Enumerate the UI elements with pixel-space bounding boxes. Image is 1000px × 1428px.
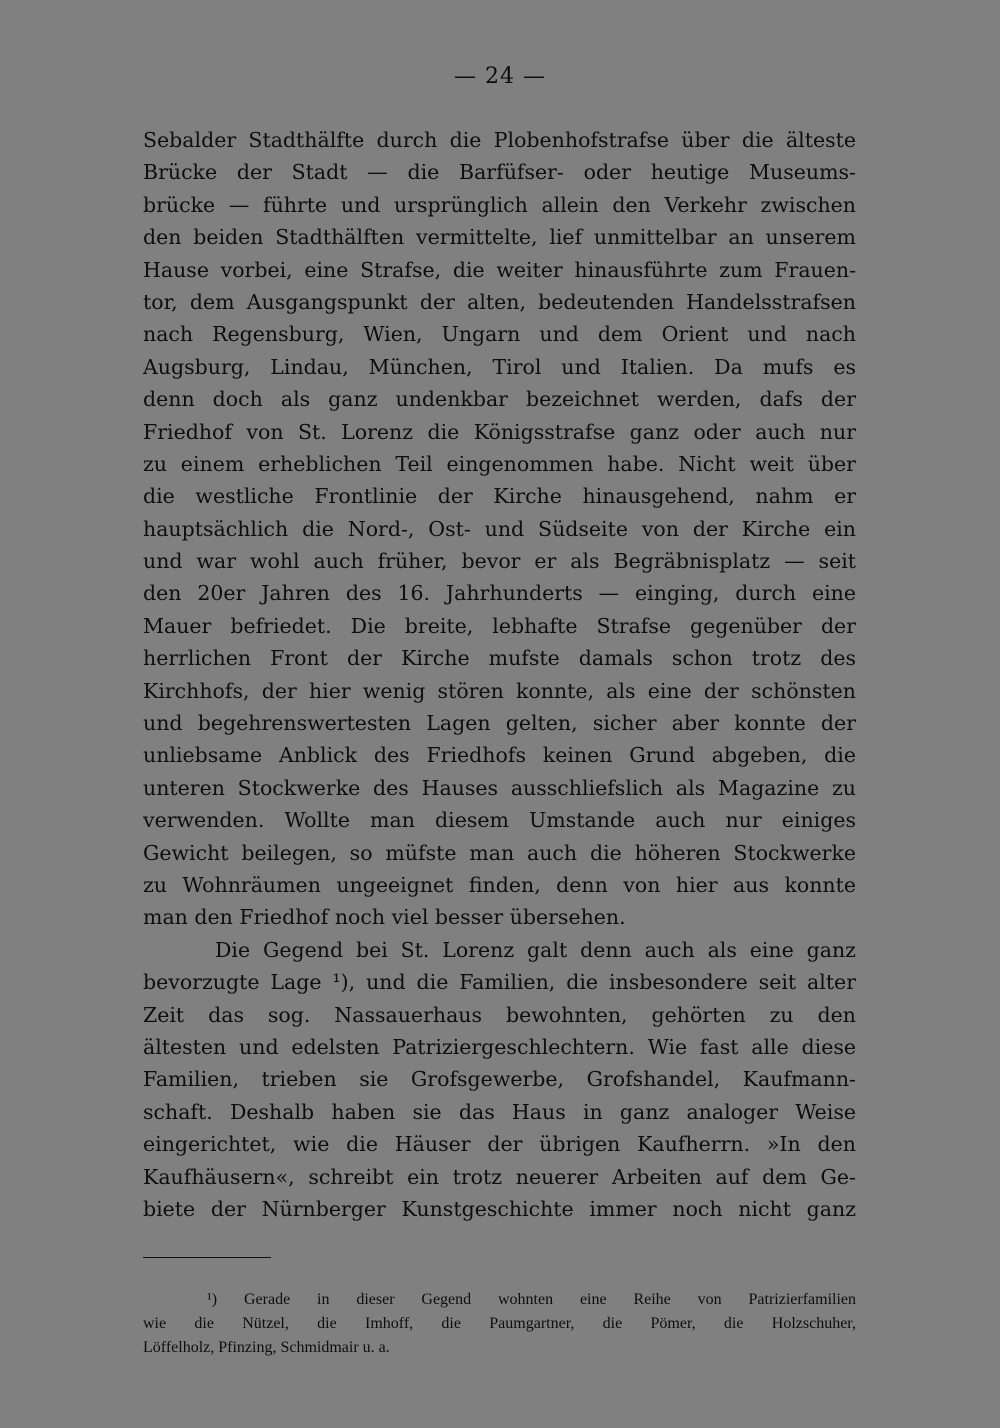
- text-line: Hause vorbei, eine Strafse, die weiter hinausführte zum Frauen-: [143, 257, 856, 282]
- footnote-divider: [143, 1257, 271, 1258]
- text-line: ältesten und edelsten Patriziergeschlechtern. Wie fast alle diese: [143, 1034, 856, 1059]
- text-line: Friedhof von St. Lorenz die Königsstrafse ganz oder auch nur: [143, 419, 856, 444]
- text-line: unliebsame Anblick des Friedhofs keinen Grund abgeben, die: [143, 743, 856, 768]
- text-line: Kaufhäusern«, schreibt ein trotz neuerer Arbeiten auf dem Ge-: [143, 1164, 856, 1189]
- footnote-line: ¹) Gerade in dieser Gegend wohnten eine Reihe von Patrizierfamilien: [207, 1291, 856, 1308]
- text-line: Brücke der Stadt — die Barfüfser- oder heutige Museums-: [143, 160, 856, 185]
- paragraph-end-line: man den Friedhof noch viel besser übersehen.: [143, 905, 626, 930]
- text-line: die westliche Frontlinie der Kirche hinausgehend, nahm er: [143, 484, 856, 509]
- text-line: bevorzugte Lage ¹), und die Familien, die insbesondere seit alter: [143, 970, 856, 995]
- text-line: brücke — führte und ursprünglich allein den Verkehr zwischen: [143, 192, 856, 217]
- text-line: Augsburg, Lindau, München, Tirol und Italien. Da mufs es: [143, 354, 856, 379]
- text-line: biete der Nürnberger Kunstgeschichte immer noch nicht ganz: [143, 1196, 856, 1221]
- body-text: [143, 124, 856, 1225]
- text-line: zu einem erheblichen Teil eingenommen habe. Nicht weit über: [143, 451, 856, 476]
- text-line: schaft. Deshalb haben sie das Haus in ganz analoger Weise: [143, 1099, 856, 1124]
- text-line: Sebalder Stadthälfte durch die Plobenhofstrafse über die älteste: [143, 128, 856, 152]
- paragraph-start-line: Die Gegend bei St. Lorenz galt denn auch als eine ganz: [215, 937, 856, 962]
- text-line: den 20er Jahren des 16. Jahrhunderts — einging, durch eine: [143, 581, 856, 606]
- text-line: und begehrenswertesten Lagen gelten, sicher aber konnte der: [143, 711, 856, 736]
- page-number: — 24 —: [454, 64, 546, 89]
- footnotes: [143, 1288, 856, 1360]
- text-line: Mauer befriedet. Die breite, lebhafte Strafse gegenüber der: [143, 613, 856, 638]
- text-line: hauptsächlich die Nord-, Ost- und Südseite von der Kirche ein: [143, 516, 856, 541]
- text-line: zu Wohnräumen ungeeignet finden, denn von hier aus konnte: [143, 872, 856, 897]
- text-line: eingerichtet, wie die Häuser der übrigen Kaufherrn. »In den: [143, 1132, 856, 1157]
- text-line: Zeit das sog. Nassauerhaus bewohnten, gehörten zu den: [143, 1002, 856, 1027]
- footnote-line: Löffelholz, Pfinzing, Schmidmair u. a.: [143, 1339, 390, 1356]
- text-line: unteren Stockwerke des Hauses ausschliefslich als Magazine zu: [143, 775, 856, 800]
- footnote-line: wie die Nützel, die Imhoff, die Paumgartner, die Pömer, die Holzschuher,: [143, 1315, 856, 1332]
- text-line: Familien, trieben sie Grofsgewerbe, Grofshandel, Kaufmann-: [143, 1067, 856, 1092]
- text-line: herrlichen Front der Kirche mufste damals schon trotz des: [143, 646, 856, 671]
- text-line: tor, dem Ausgangspunkt der alten, bedeutenden Handelsstrafsen: [143, 289, 856, 314]
- text-line: den beiden Stadthälften vermittelte, lief unmittelbar an unserem: [143, 225, 856, 250]
- text-line: nach Regensburg, Wien, Ungarn und dem Orient und nach: [143, 322, 856, 347]
- text-line: verwenden. Wollte man diesem Umstande auch nur einiges: [143, 808, 856, 833]
- text-line: denn doch als ganz undenkbar bezeichnet werden, dafs der: [143, 387, 856, 412]
- text-line: Kirchhofs, der hier wenig stören konnte, als eine der schönsten: [143, 678, 856, 703]
- text-line: und war wohl auch früher, bevor er als Begräbnisplatz — seit: [143, 549, 856, 574]
- text-line: Gewicht beilegen, so müfste man auch die höheren Stockwerke: [143, 840, 856, 865]
